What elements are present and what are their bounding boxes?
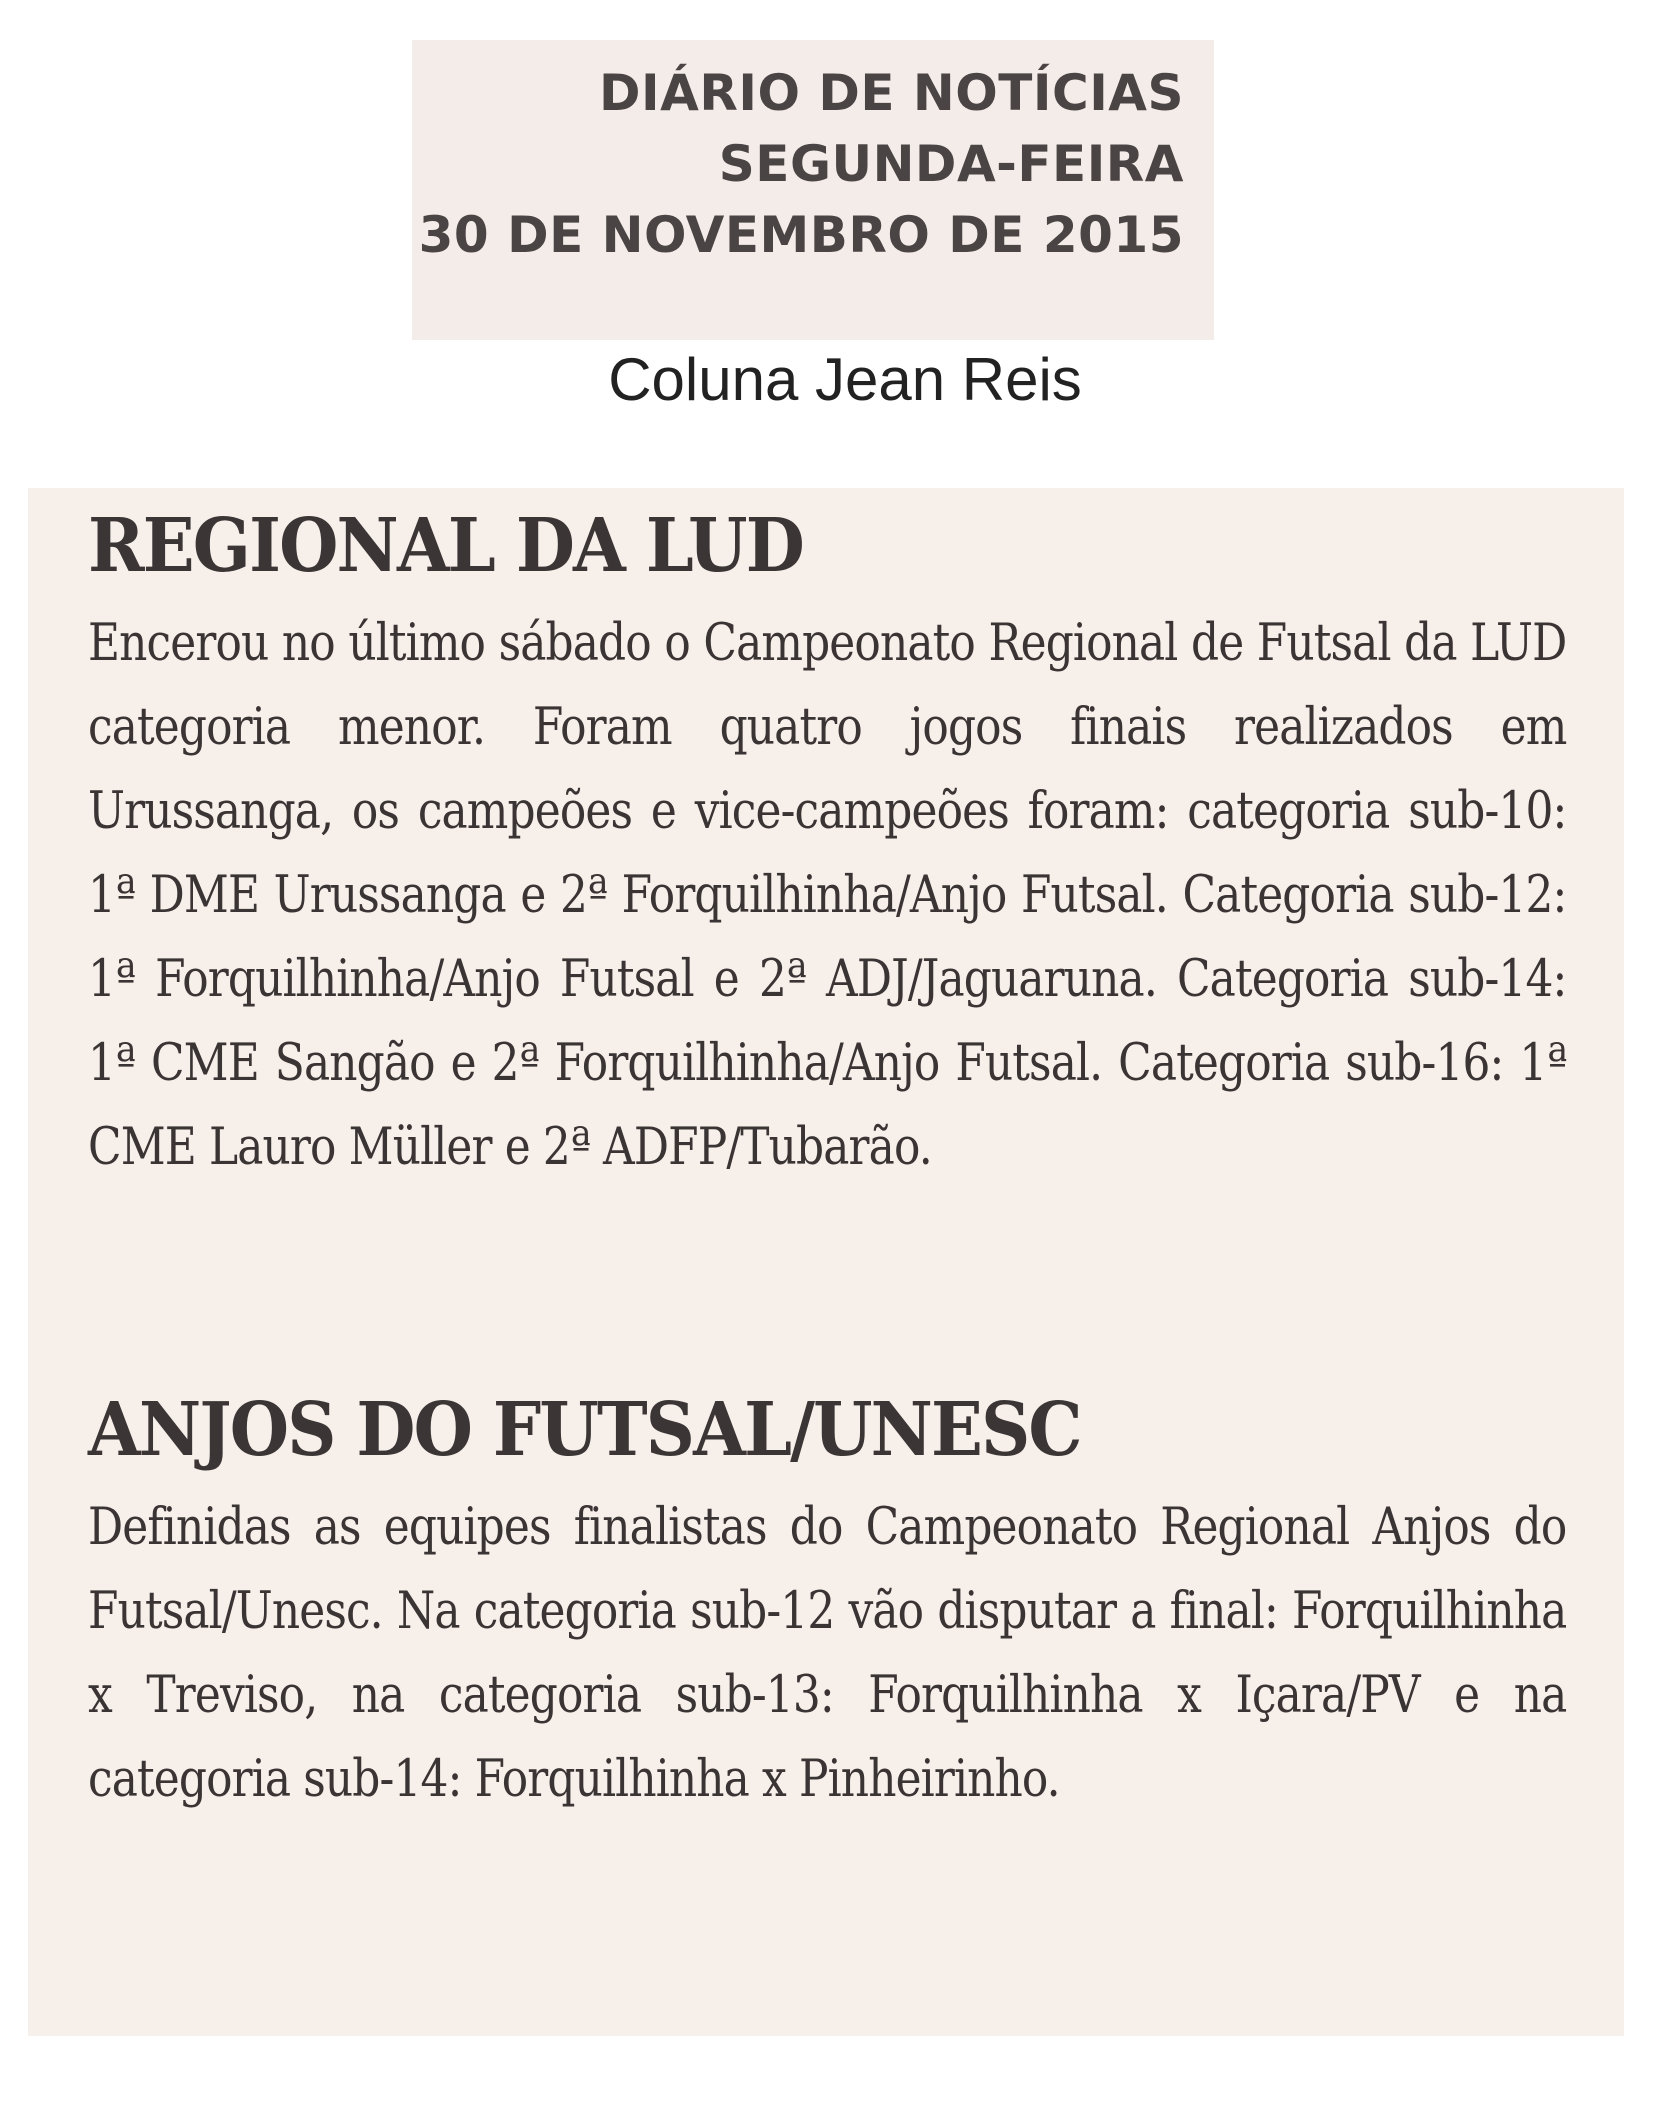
article-headline: REGIONAL DA LUD — [88, 503, 803, 589]
article-anjos-do-futsal — [88, 1374, 1570, 1822]
article-headline: ANJOS DO FUTSAL/UNESC — [88, 1387, 1081, 1473]
newspaper-name: DIÁRIO DE NOTÍCIAS — [599, 64, 1184, 122]
article-body: Definidas as equipes finalistas do Campeonato Regional Anjos do Futsal/Unesc. Na categoria sub-12 vão disputar a final: Forquilhinha x Treviso, na categoria sub-13: Forquilhinha x Içara/PV e na categoria sub-14: Forquilhinha x Pinheirinho. — [88, 1498, 1567, 1809]
newspaper-clipping — [28, 488, 1624, 2036]
publication-date: 30 DE NOVEMBRO DE 2015 — [418, 206, 1184, 264]
newspaper-masthead — [412, 40, 1214, 340]
section-divider-space — [88, 1190, 1570, 1374]
article-regional-lud — [88, 490, 1570, 1190]
column-caption: Coluna Jean Reis — [608, 346, 1082, 413]
publication-weekday: SEGUNDA-FEIRA — [718, 135, 1184, 193]
article-body: Encerou no último sábado o Campeonato Regional de Futsal da LUD categoria menor. Foram quatro jogos finais realizados em Urussanga, os campeões e vice-campeões foram: categoria sub-10: 1ª DME Urussanga e 2ª Forquilhinha/Anjo Futsal. Categoria sub-12: 1ª Forquilhinha/Anjo Futsal e 2ª ADJ/Jaguaruna. Categoria sub-14: 1ª CME Sangão e 2ª Forquilhinha/Anjo Futsal. Categoria sub-16: 1ª CME Lauro Müller e 2ª ADFP/Tubarão. — [88, 614, 1567, 1177]
